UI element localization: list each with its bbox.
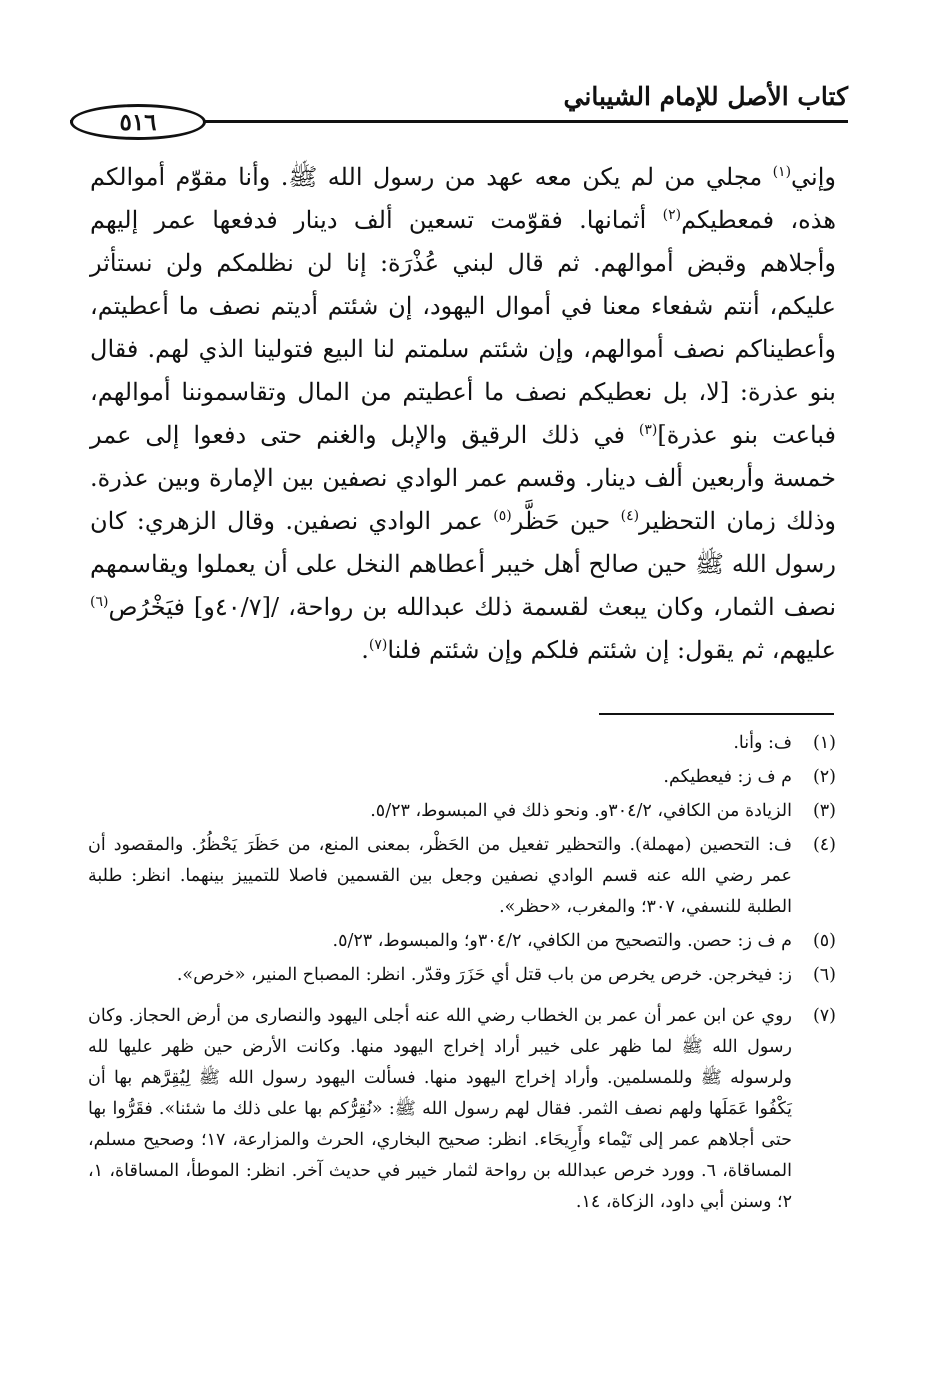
footnote-separator	[599, 713, 834, 715]
footnote-item	[88, 796, 836, 827]
page-number-frame	[70, 104, 206, 140]
main-text	[90, 156, 836, 672]
footnote-item	[88, 762, 836, 793]
footnote-number: (٥)	[812, 931, 836, 951]
footnote-item	[88, 830, 836, 923]
footnote-item	[88, 960, 836, 991]
footnote-text: الزيادة من الكافي، ٣٠٤/٢و. ونحو ذلك في المبسوط، ٥/٢٣.	[370, 801, 792, 821]
footnote-text: روي عن ابن عمر أن عمر بن الخطاب رضي الله عنه أجلى اليهود والنصارى من أرض الحجاز. وكان رسول الله ﷺ لما ظهر على خيبر أراد إخراج اليهود منها. وكانت الأرض حين ظهر عليها لله ولرسوله ﷺ وللمسلمين. وأراد إخراج اليهود منها. فسألت اليهود رسول الله ﷺ لِيُقِرَّهم بها أن يَكْفُوا عَمَلَها ولهم نصف الثمر. فقال لهم رسول الله ﷺ: «نُقِرُّكم بها على ذلك ما شئنا». فقَرُّوا بها حتى أجلاهم عمر إلى تَيْماء وأَرِيحَاء. انظر: صحيح البخاري، الحرث والمزارعة، ١٧؛ وصحيح مسلم، المساقاة، ٦. وورد خرص عبدالله بن رواحة لثمار خيبر في حديث آخر. انظر: الموطأ، المساقاة، ١، ٢؛ وسنن أبي داود، الزكاة، ١٤.	[88, 1006, 792, 1212]
footnotes	[88, 728, 836, 1221]
footnote-number: (١)	[812, 733, 836, 753]
page-number: ٥١٦	[119, 108, 157, 136]
footnote-item	[88, 728, 836, 759]
footnote-number: (٤)	[812, 835, 836, 855]
footnote-item	[88, 1001, 836, 1218]
footnote-item	[88, 926, 836, 957]
footnote-text: ز: فيخرجن. خرص يخرص من باب قتل أي حَزَرَ وقدّر. انظر: المصباح المنير، «خرص».	[176, 965, 792, 985]
main-paragraph: وإني$^{(١)}$ مجلي من لم يكن معه عهد من رسول الله ﷺ. وأنا مقوّم أموالكم هذه، فمعطيكم$^{(٢)}$ أثمانها. فقوّمت تسعين ألف دينار فدفعها عمر إليهم وأجلاهم وقبض أموالهم. ثم قال لبني عُذْرَة: إنا لن نظلمكم ولن نستأثر عليكم، أنتم شفعاء معنا في أموال اليهود، إن شئتم أديتم نصف ما أعطيتم، وأعطيناكم نصف أموالهم، وإن شئتم سلمتم لنا البيع فتولينا الذي لهم. فقال بنو عذرة: [لا، بل نعطيكم نصف ما أعطيتم من المال وتقاسموننا أموالهم، فباعت بنو عذرة]$^{(٣)}$ في ذلك الرقيق والإبل والغنم حتى دفعوا إلى عمر خمسة وأربعين ألف دينار. وقسم عمر الوادي نصفين بين الإمارة وبين عذرة. وذلك زمان التحظير$^{(٤)}$ حين حَظَّر$^{(٥)}$ عمر الوادي نصفين. وقال الزهري: كان رسول الله ﷺ حين صالح أهل خيبر أعطاهم النخل على أن يعملوا ويقاسمهم نصف الثمار، وكان يبعث لقسمة ذلك عبدالله بن رواحة، /[٤٠/٧و] فيَخْرُص$^{(٦)}$ عليهم، ثم يقول: إن شئتم فلكم وإن شئتم فلنا$^{(٧)}$.	[90, 163, 837, 664]
footnote-number: (٧)	[812, 1006, 836, 1026]
footnote-number: (٣)	[812, 801, 836, 821]
footnote-text: ف: التحصين (مهملة). والتحظير تفعيل من الحَظْر، بمعنى المنع، من حَظَرَ يَحْظُرُ. والمقصود أن عمر رضي الله عنه قسم الوادي نصفين وجعل بين القسمين فاصلا للتمييز بينهما. انظر: طلبة الطلبة للنسفي، ٣٠٧؛ والمغرب، «حظر».	[88, 835, 792, 917]
footnote-text: م ف ز: فيعطيكم.	[663, 767, 792, 787]
footnote-text: ف: وأنا.	[733, 733, 792, 753]
footnote-text: م ف ز: حصن. والتصحيح من الكافي، ٣٠٤/٢و؛ والمبسوط، ٥/٢٣.	[332, 931, 792, 951]
page-header	[70, 80, 848, 140]
footnote-number: (٦)	[812, 965, 836, 985]
book-title: كتاب الأصل للإمام الشيباني	[563, 82, 848, 111]
footnote-number: (٢)	[812, 767, 836, 787]
